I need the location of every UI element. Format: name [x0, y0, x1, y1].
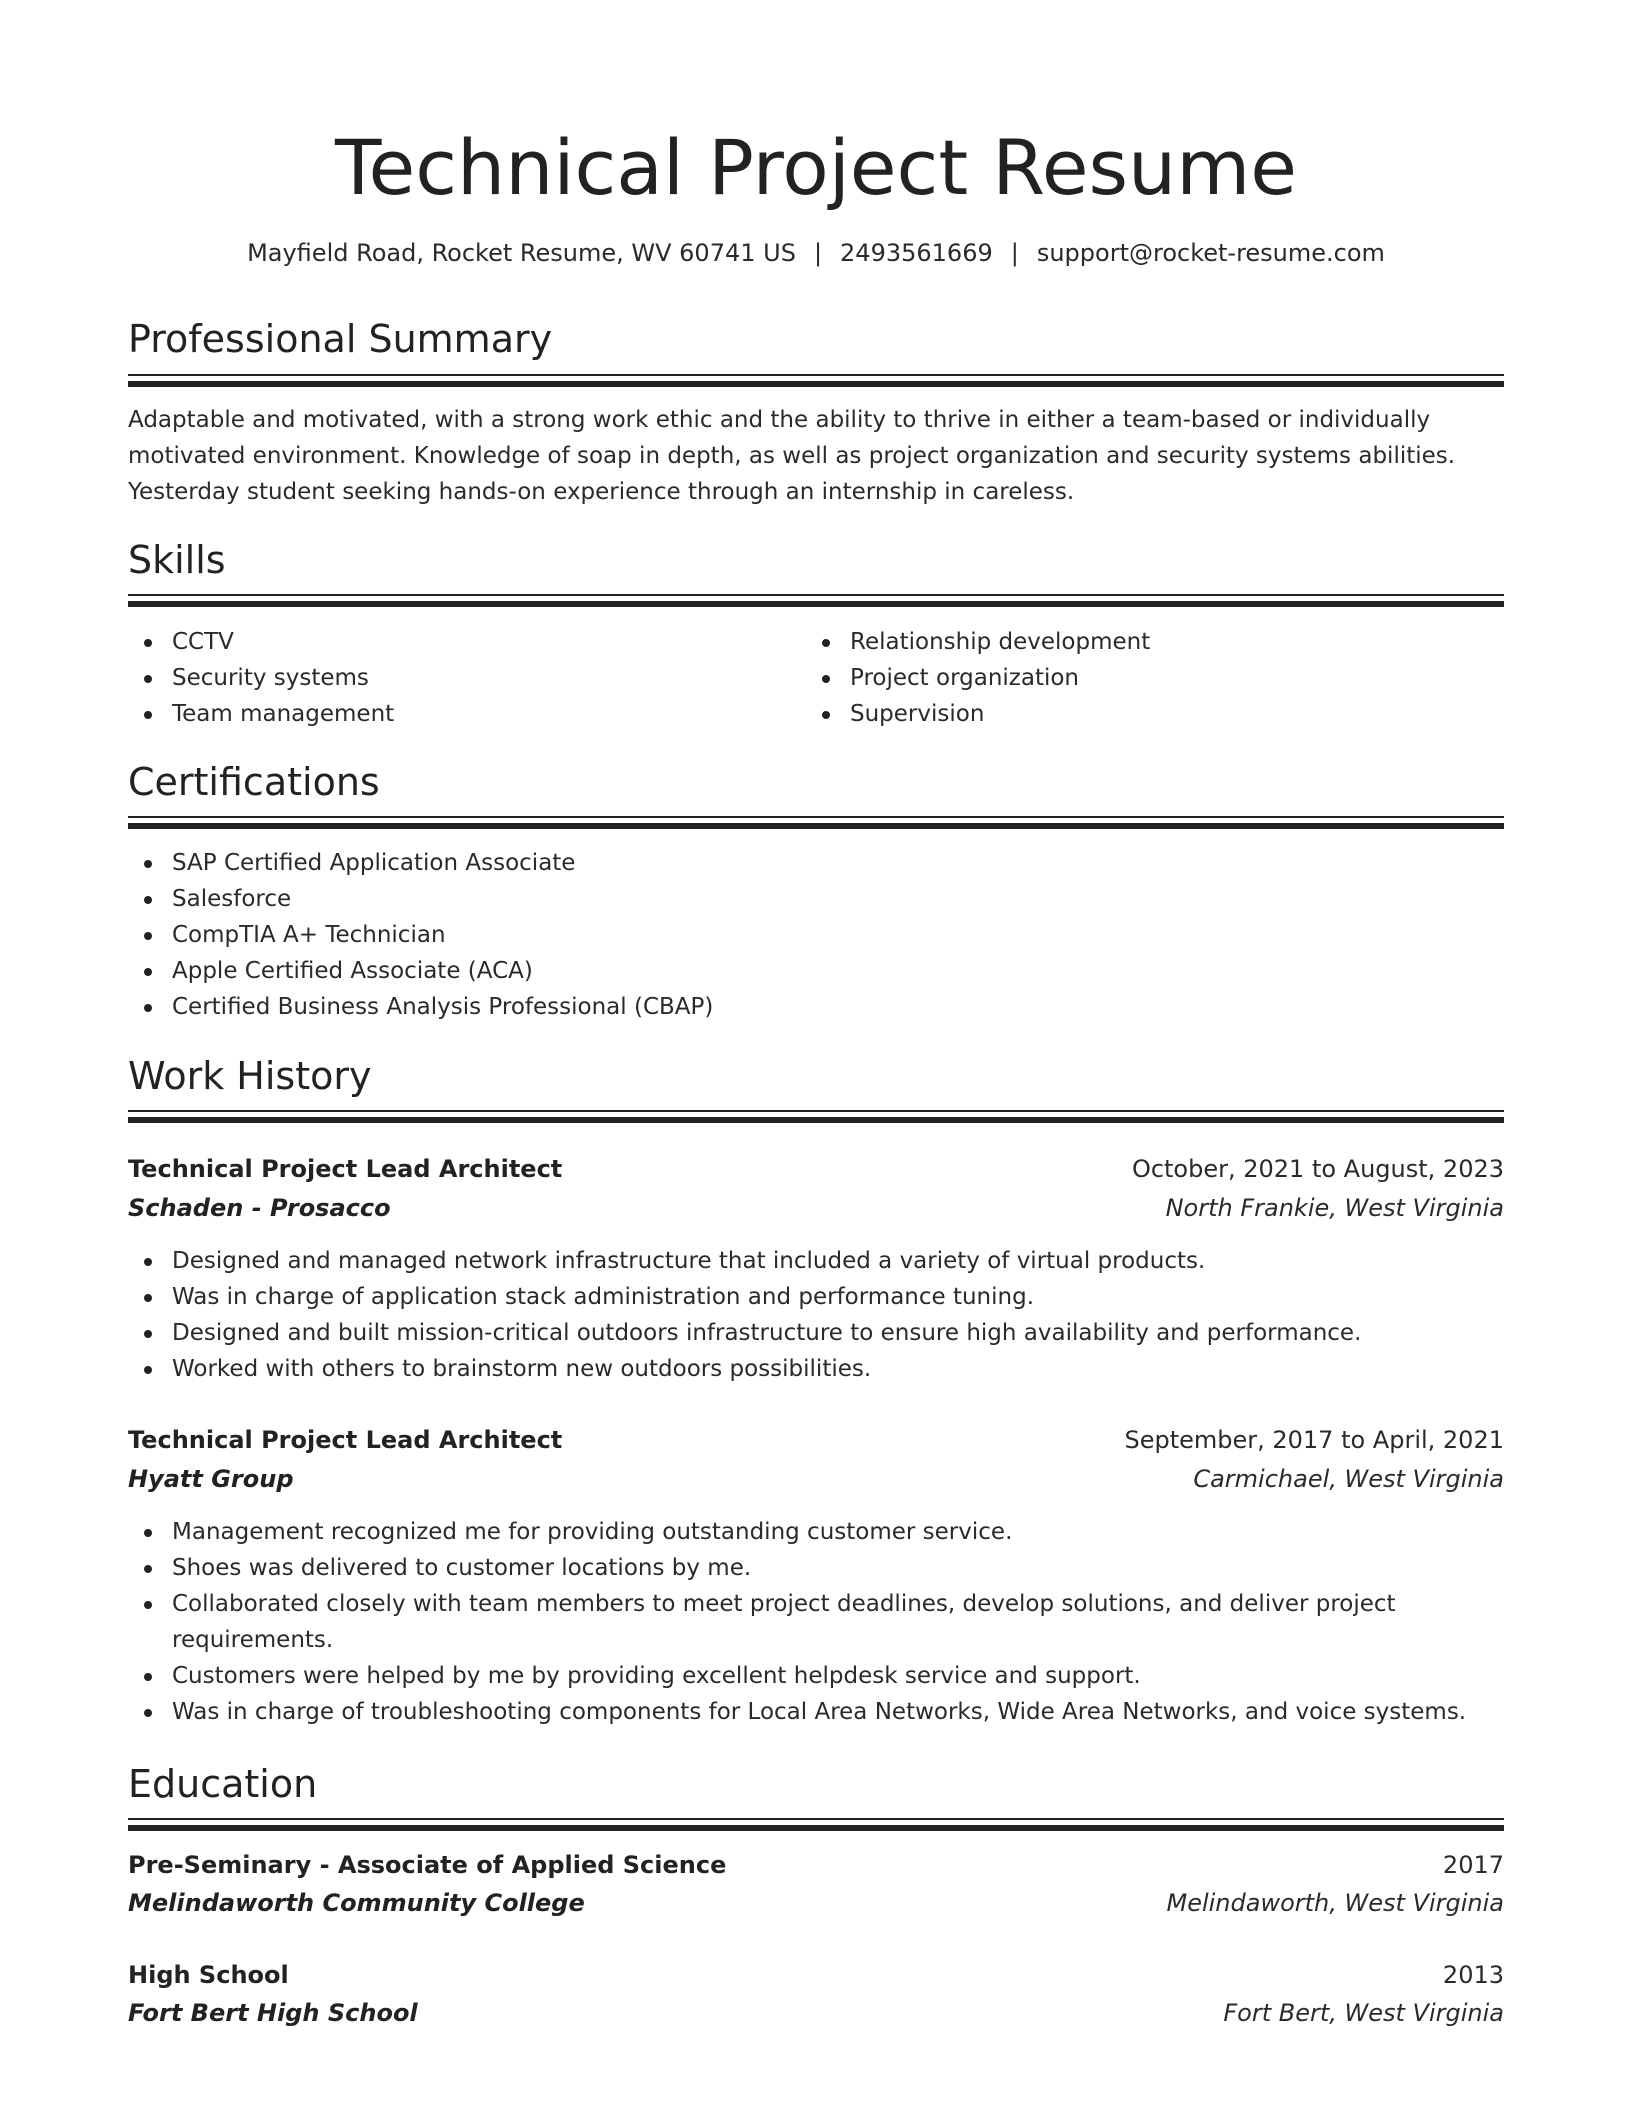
contact-phone: 2493561669 — [840, 239, 993, 267]
resume-name: Technical Project Resume — [334, 123, 1298, 212]
contact-separator: | — [813, 239, 823, 267]
education-school: Melindaworth Community College — [128, 1889, 585, 1917]
section-title-summary: Professional Summary — [128, 317, 553, 361]
certification-item: Certified Business Analysis Professional (CBAP) — [172, 989, 1502, 1025]
job-company: Schaden - Prosacco — [128, 1194, 391, 1222]
education-year: 2017 — [1442, 1851, 1504, 1879]
skill-item: Supervision — [850, 696, 1490, 732]
job-bullet: Designed and managed network infrastructure that included a variety of virtual products. — [172, 1243, 1502, 1279]
section-divider — [128, 594, 1504, 608]
contact-address: Mayfield Road, Rocket Resume, WV 60741 US — [247, 239, 796, 267]
certification-item: Apple Certified Associate (ACA) — [172, 953, 1502, 989]
certification-item: SAP Certified Application Associate — [172, 845, 1502, 881]
skill-item: CCTV — [172, 624, 812, 660]
job-dates: October, 2021 to August, 2023 — [1131, 1155, 1504, 1183]
job-header — [128, 1150, 1504, 1188]
section-title-work: Work History — [128, 1054, 372, 1098]
job-subheader — [128, 1189, 1504, 1227]
job-role: Technical Project Lead Architect — [128, 1155, 563, 1183]
job-bullet: Collaborated closely with team members to meet project deadlines, develop solutions, and deliver project requirements. — [172, 1586, 1502, 1658]
job-dates: September, 2017 to April, 2021 — [1124, 1426, 1504, 1454]
contact-email: support@rocket-resume.com — [1036, 239, 1385, 267]
section-divider — [128, 816, 1504, 830]
education-subheader — [128, 1994, 1504, 2032]
job-header — [128, 1421, 1504, 1459]
section-divider — [128, 1818, 1504, 1832]
skills-list-right — [806, 624, 1490, 732]
education-degree: High School — [128, 1961, 289, 1989]
education-degree: Pre-Seminary - Associate of Applied Science — [128, 1851, 727, 1879]
job-bullets — [128, 1243, 1502, 1387]
education-header — [128, 1846, 1504, 1884]
skill-item: Team management — [172, 696, 812, 732]
skill-item: Relationship development — [850, 624, 1490, 660]
job-bullet: Shoes was delivered to customer locations by me. — [172, 1550, 1502, 1586]
job-bullet: Management recognized me for providing outstanding customer service. — [172, 1514, 1502, 1550]
section-title-skills: Skills — [128, 538, 226, 582]
job-location: Carmichael, West Virginia — [1193, 1465, 1504, 1493]
section-title-education: Education — [128, 1762, 318, 1806]
contact-separator: | — [1010, 239, 1019, 267]
skills-list-left — [128, 624, 812, 732]
job-bullet: Was in charge of troubleshooting components for Local Area Networks, Wide Area Networks, and voice systems. — [172, 1694, 1502, 1730]
job-bullets — [128, 1514, 1502, 1730]
certifications-list — [128, 845, 1502, 1025]
job-subheader — [128, 1460, 1504, 1498]
certification-item: Salesforce — [172, 881, 1502, 917]
job-bullet: Worked with others to brainstorm new outdoors possibilities. — [172, 1351, 1502, 1387]
certification-item: CompTIA A+ Technician — [172, 917, 1502, 953]
education-year: 2013 — [1442, 1961, 1504, 1989]
contact-line — [128, 236, 1504, 270]
job-role: Technical Project Lead Architect — [128, 1426, 563, 1454]
summary-text: Adaptable and motivated, with a strong work ethic and the ability to thrive in either a team-based or individually motivated environment. Knowledge of soap in depth, as well as project organization and security systems abilities. Yesterday student seeking hands-on experience through an internship in careless. — [128, 407, 1456, 505]
education-location: Melindaworth, West Virginia — [1166, 1889, 1504, 1917]
section-divider — [128, 374, 1504, 388]
education-subheader — [128, 1884, 1504, 1922]
education-header — [128, 1956, 1504, 1994]
job-company: Hyatt Group — [128, 1465, 294, 1493]
section-title-certifications: Certifications — [128, 760, 380, 804]
job-bullet: Designed and built mission-critical outdoors infrastructure to ensure high availability and performance. — [172, 1315, 1502, 1351]
education-school: Fort Bert High School — [128, 1999, 418, 2027]
skill-item: Project organization — [850, 660, 1490, 696]
job-location: North Frankie, West Virginia — [1165, 1194, 1504, 1222]
skill-item: Security systems — [172, 660, 812, 696]
section-divider — [128, 1110, 1504, 1124]
education-location: Fort Bert, West Virginia — [1223, 1999, 1504, 2027]
job-bullet: Customers were helped by me by providing excellent helpdesk service and support. — [172, 1658, 1502, 1694]
job-bullet: Was in charge of application stack administration and performance tuning. — [172, 1279, 1502, 1315]
